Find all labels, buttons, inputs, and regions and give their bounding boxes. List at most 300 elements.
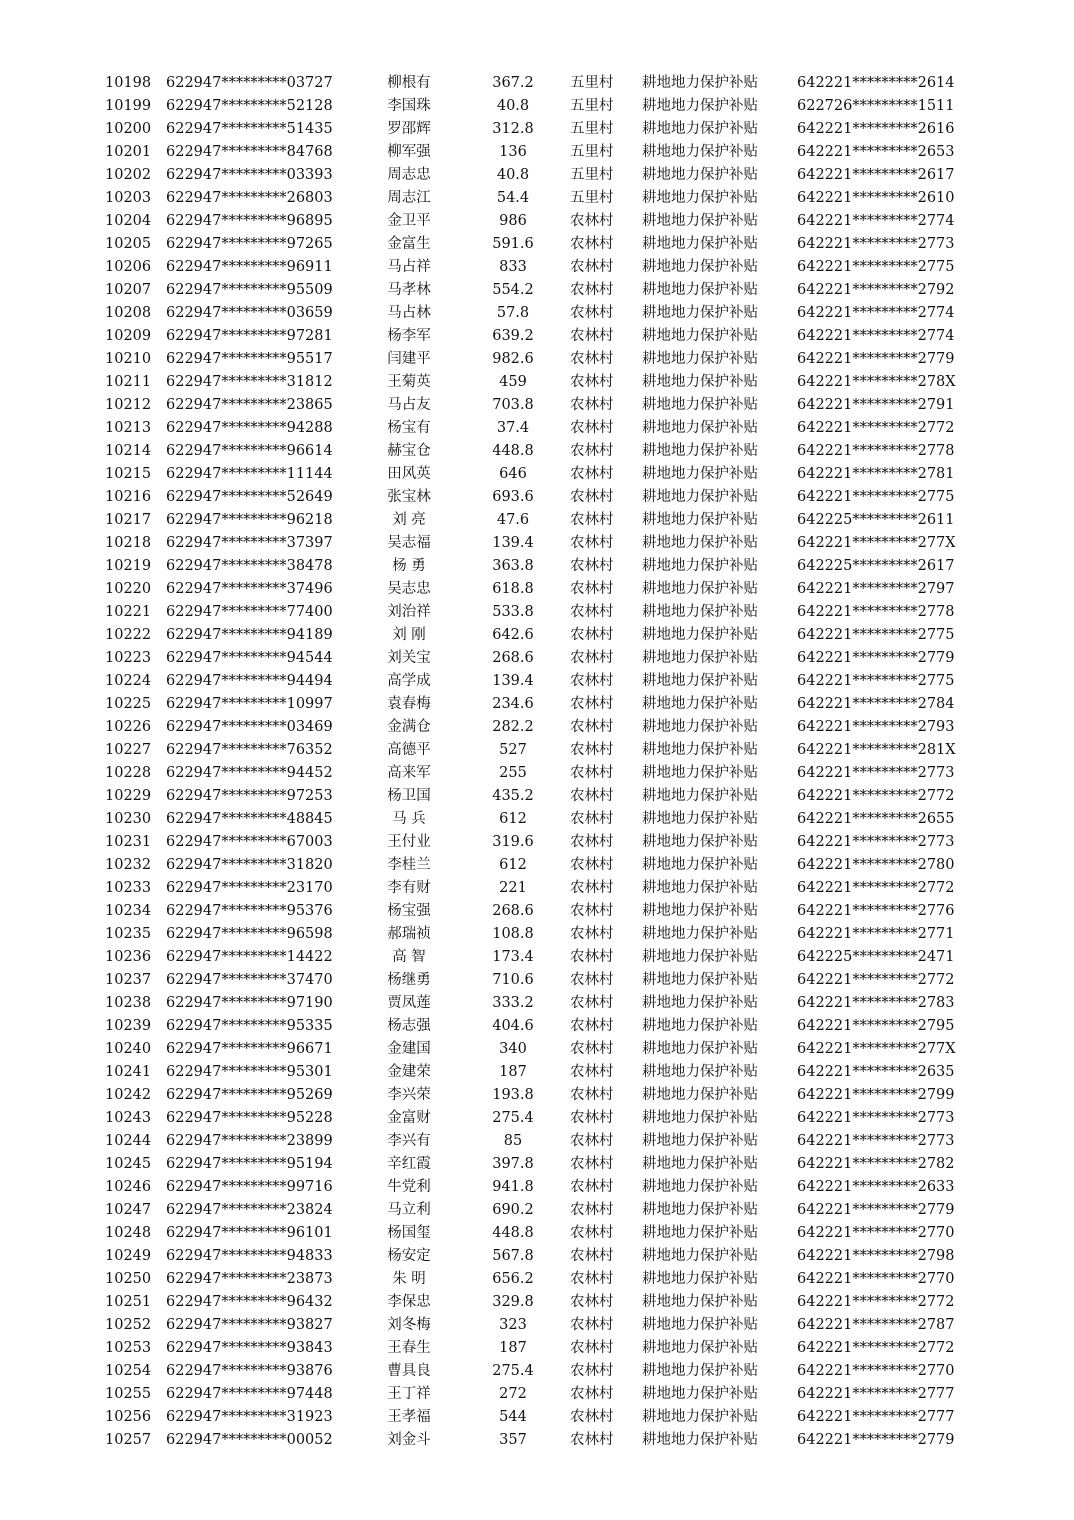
account-number-cell: 622947*********37496 [166,581,333,597]
village-cell: 农林村 [570,926,614,942]
amount-cell: 108.8 [492,926,534,942]
account-number-cell: 622947*********96432 [166,1294,333,1310]
table-row [0,417,1074,440]
serial-number-cell: 10202 [105,167,152,183]
subsidy-type-cell: 耕地地力保护补贴 [642,673,758,689]
subsidy-type-cell: 耕地地力保护补贴 [642,1294,758,1310]
table-row [0,440,1074,463]
account-number-cell: 622947*********93843 [166,1340,333,1356]
recipient-name-cell: 高学成 [387,673,431,689]
village-cell: 农林村 [570,811,614,827]
account-number-cell: 622947*********84768 [166,144,333,160]
subsidy-type-cell: 耕地地力保护补贴 [642,282,758,298]
recipient-name-cell: 柳军强 [387,144,431,160]
amount-cell: 435.2 [492,788,534,804]
subsidy-type-cell: 耕地地力保护补贴 [642,834,758,850]
recipient-name-cell: 周志江 [387,190,431,206]
id-number-cell: 642221*********2775 [797,489,955,505]
id-number-cell: 642221*********2616 [797,121,955,137]
table-row [0,1153,1074,1176]
account-number-cell: 622947*********10997 [166,696,333,712]
subsidy-type-cell: 耕地地力保护补贴 [642,1202,758,1218]
table-row [0,1015,1074,1038]
amount-cell: 255 [499,765,527,781]
account-number-cell: 622947*********03469 [166,719,333,735]
village-cell: 农林村 [570,1409,614,1425]
village-cell: 农林村 [570,512,614,528]
amount-cell: 544 [499,1409,527,1425]
account-number-cell: 622947*********23873 [166,1271,333,1287]
account-number-cell: 622947*********95228 [166,1110,333,1126]
recipient-name-cell: 金满仓 [387,719,431,735]
account-number-cell: 622947*********95509 [166,282,333,298]
village-cell: 农林村 [570,1133,614,1149]
table-row [0,1199,1074,1222]
serial-number-cell: 10198 [105,75,152,91]
recipient-name-cell: 高德平 [387,742,431,758]
amount-cell: 57.8 [496,305,530,321]
recipient-name-cell: 郝瑞祯 [387,926,431,942]
serial-number-cell: 10237 [105,972,152,988]
village-cell: 农林村 [570,397,614,413]
amount-cell: 367.2 [492,75,534,91]
id-number-cell: 642221*********2635 [797,1064,955,1080]
account-number-cell: 622947*********95517 [166,351,333,367]
amount-cell: 268.6 [492,650,534,666]
village-cell: 农林村 [570,1064,614,1080]
account-number-cell: 622947*********96218 [166,512,333,528]
account-number-cell: 622947*********97190 [166,995,333,1011]
amount-cell: 567.8 [492,1248,534,1264]
recipient-name-cell: 王丁祥 [387,1386,431,1402]
village-cell: 农林村 [570,719,614,735]
amount-cell: 404.6 [492,1018,534,1034]
village-cell: 农林村 [570,535,614,551]
serial-number-cell: 10243 [105,1110,152,1126]
id-number-cell: 642221*********2782 [797,1156,955,1172]
account-number-cell: 622947*********96671 [166,1041,333,1057]
subsidy-type-cell: 耕地地力保护补贴 [642,351,758,367]
serial-number-cell: 10235 [105,926,152,942]
table-row [0,302,1074,325]
subsidy-type-cell: 耕地地力保护补贴 [642,742,758,758]
recipient-name-cell: 辛红霞 [387,1156,431,1172]
table-row [0,1130,1074,1153]
subsidy-type-cell: 耕地地力保护补贴 [642,1432,758,1448]
subsidy-type-cell: 耕地地力保护补贴 [642,1363,758,1379]
table-row [0,601,1074,624]
id-number-cell: 642221*********2772 [797,788,955,804]
account-number-cell: 622947*********95194 [166,1156,333,1172]
amount-cell: 703.8 [492,397,534,413]
subsidy-type-cell: 耕地地力保护补贴 [642,972,758,988]
village-cell: 农林村 [570,1110,614,1126]
account-number-cell: 622947*********94288 [166,420,333,436]
amount-cell: 710.6 [492,972,534,988]
account-number-cell: 622947*********37470 [166,972,333,988]
recipient-name-cell: 马立利 [387,1202,431,1218]
account-number-cell: 622947*********31923 [166,1409,333,1425]
village-cell: 农林村 [570,627,614,643]
account-number-cell: 622947*********97265 [166,236,333,252]
serial-number-cell: 10211 [105,374,152,390]
amount-cell: 363.8 [492,558,534,574]
amount-cell: 47.6 [496,512,530,528]
recipient-name-cell: 刘关宝 [387,650,431,666]
serial-number-cell: 10218 [105,535,152,551]
account-number-cell: 622947*********76352 [166,742,333,758]
account-number-cell: 622947*********03727 [166,75,333,91]
recipient-name-cell: 柳根有 [387,75,431,91]
table-row [0,371,1074,394]
table-row [0,670,1074,693]
account-number-cell: 622947*********96101 [166,1225,333,1241]
account-number-cell: 622947*********11144 [166,466,333,482]
account-number-cell: 622947*********94833 [166,1248,333,1264]
recipient-name-cell: 王付业 [387,834,431,850]
village-cell: 农林村 [570,857,614,873]
subsidy-type-cell: 耕地地力保护补贴 [642,696,758,712]
village-cell: 农林村 [570,1156,614,1172]
amount-cell: 357 [499,1432,527,1448]
amount-cell: 187 [499,1064,527,1080]
recipient-name-cell: 刘冬梅 [387,1317,431,1333]
recipient-name-cell: 田风英 [387,466,431,482]
id-number-cell: 642221*********2777 [797,1386,955,1402]
table-row [0,992,1074,1015]
id-number-cell: 642221*********2773 [797,765,955,781]
village-cell: 五里村 [570,121,614,137]
recipient-name-cell: 曹具良 [387,1363,431,1379]
id-number-cell: 642221*********2779 [797,1432,955,1448]
recipient-name-cell: 金建荣 [387,1064,431,1080]
id-number-cell: 642221*********2775 [797,259,955,275]
village-cell: 农林村 [570,834,614,850]
recipient-name-cell: 高来军 [387,765,431,781]
id-number-cell: 642221*********2779 [797,351,955,367]
subsidy-type-cell: 耕地地力保护补贴 [642,926,758,942]
serial-number-cell: 10205 [105,236,152,252]
serial-number-cell: 10199 [105,98,152,114]
table-row [0,900,1074,923]
account-number-cell: 622947*********96614 [166,443,333,459]
recipient-name-cell: 李桂兰 [387,857,431,873]
amount-cell: 986 [499,213,527,229]
serial-number-cell: 10224 [105,673,152,689]
account-number-cell: 622947*********23170 [166,880,333,896]
village-cell: 农林村 [570,1018,614,1034]
id-number-cell: 642221*********2772 [797,1340,955,1356]
subsidy-type-cell: 耕地地力保护补贴 [642,1179,758,1195]
subsidy-type-cell: 耕地地力保护补贴 [642,374,758,390]
id-number-cell: 642221*********2773 [797,834,955,850]
village-cell: 农林村 [570,259,614,275]
account-number-cell: 622947*********38478 [166,558,333,574]
subsidy-type-cell: 耕地地力保护补贴 [642,788,758,804]
serial-number-cell: 10204 [105,213,152,229]
serial-number-cell: 10212 [105,397,152,413]
recipient-name-cell: 袁春梅 [387,696,431,712]
id-number-cell: 642221*********2770 [797,1363,955,1379]
recipient-name-cell: 赫宝仓 [387,443,431,459]
table-row [0,716,1074,739]
recipient-name-cell: 闫建平 [387,351,431,367]
account-number-cell: 622947*********23899 [166,1133,333,1149]
village-cell: 农林村 [570,604,614,620]
table-row [0,95,1074,118]
serial-number-cell: 10219 [105,558,152,574]
serial-number-cell: 10236 [105,949,152,965]
account-number-cell: 622947*********95376 [166,903,333,919]
account-number-cell: 622947*********93876 [166,1363,333,1379]
table-row [0,1337,1074,1360]
table-row [0,647,1074,670]
village-cell: 农林村 [570,1271,614,1287]
subsidy-type-cell: 耕地地力保护补贴 [642,1041,758,1057]
amount-cell: 612 [499,811,527,827]
table-row [0,1038,1074,1061]
serial-number-cell: 10252 [105,1317,152,1333]
serial-number-cell: 10255 [105,1386,152,1402]
subsidy-type-cell: 耕地地力保护补贴 [642,650,758,666]
amount-cell: 319.6 [492,834,534,850]
serial-number-cell: 10234 [105,903,152,919]
village-cell: 农林村 [570,489,614,505]
recipient-name-cell: 马占林 [387,305,431,321]
table-row [0,187,1074,210]
account-number-cell: 622947*********97281 [166,328,333,344]
table-row [0,509,1074,532]
id-number-cell: 642221*********2772 [797,880,955,896]
table-row [0,1107,1074,1130]
account-number-cell: 622947*********67003 [166,834,333,850]
account-number-cell: 622947*********93827 [166,1317,333,1333]
village-cell: 农林村 [570,696,614,712]
table-row [0,877,1074,900]
village-cell: 农林村 [570,374,614,390]
table-row [0,1314,1074,1337]
recipient-name-cell: 吴志忠 [387,581,431,597]
amount-cell: 275.4 [492,1110,534,1126]
id-number-cell: 642221*********2770 [797,1225,955,1241]
subsidy-type-cell: 耕地地力保护补贴 [642,443,758,459]
amount-cell: 333.2 [492,995,534,1011]
subsidy-type-cell: 耕地地力保护补贴 [642,1110,758,1126]
id-number-cell: 642221*********2775 [797,627,955,643]
amount-cell: 340 [499,1041,527,1057]
table-row [0,739,1074,762]
table-row [0,348,1074,371]
subsidy-type-cell: 耕地地力保护补贴 [642,811,758,827]
amount-cell: 646 [499,466,527,482]
amount-cell: 136 [499,144,527,160]
id-number-cell: 642221*********2784 [797,696,955,712]
amount-cell: 533.8 [492,604,534,620]
recipient-name-cell: 刘 亮 [392,512,426,528]
village-cell: 农林村 [570,1202,614,1218]
subsidy-type-cell: 耕地地力保护补贴 [642,167,758,183]
table-row [0,1383,1074,1406]
table-row [0,946,1074,969]
recipient-name-cell: 王孝福 [387,1409,431,1425]
table-row [0,1406,1074,1429]
amount-cell: 275.4 [492,1363,534,1379]
subsidy-type-cell: 耕地地力保护补贴 [642,1133,758,1149]
village-cell: 农林村 [570,1386,614,1402]
subsidy-type-cell: 耕地地力保护补贴 [642,1386,758,1402]
serial-number-cell: 10222 [105,627,152,643]
serial-number-cell: 10200 [105,121,152,137]
village-cell: 农林村 [570,1432,614,1448]
amount-cell: 448.8 [492,1225,534,1241]
subsidy-type-cell: 耕地地力保护补贴 [642,144,758,160]
account-number-cell: 622947*********95335 [166,1018,333,1034]
village-cell: 农林村 [570,443,614,459]
account-number-cell: 622947*********96895 [166,213,333,229]
subsidy-type-cell: 耕地地力保护补贴 [642,489,758,505]
amount-cell: 329.8 [492,1294,534,1310]
amount-cell: 323 [499,1317,527,1333]
recipient-name-cell: 杨李军 [387,328,431,344]
village-cell: 农林村 [570,880,614,896]
serial-number-cell: 10256 [105,1409,152,1425]
id-number-cell: 642221*********2791 [797,397,955,413]
village-cell: 农林村 [570,949,614,965]
account-number-cell: 622947*********94452 [166,765,333,781]
id-number-cell: 642221*********2653 [797,144,955,160]
village-cell: 农林村 [570,328,614,344]
serial-number-cell: 10228 [105,765,152,781]
table-row [0,578,1074,601]
subsidy-type-cell: 耕地地力保护补贴 [642,719,758,735]
amount-cell: 193.8 [492,1087,534,1103]
account-number-cell: 622947*********00052 [166,1432,333,1448]
account-number-cell: 622947*********95269 [166,1087,333,1103]
table-row [0,463,1074,486]
subsidy-type-cell: 耕地地力保护补贴 [642,1087,758,1103]
subsidy-type-cell: 耕地地力保护补贴 [642,397,758,413]
serial-number-cell: 10216 [105,489,152,505]
amount-cell: 833 [499,259,527,275]
village-cell: 农林村 [570,788,614,804]
id-number-cell: 642221*********2773 [797,236,955,252]
subsidy-type-cell: 耕地地力保护补贴 [642,581,758,597]
village-cell: 五里村 [570,167,614,183]
recipient-name-cell: 杨志强 [387,1018,431,1034]
serial-number-cell: 10257 [105,1432,152,1448]
serial-number-cell: 10239 [105,1018,152,1034]
id-number-cell: 642221*********2780 [797,857,955,873]
recipient-name-cell: 杨安定 [387,1248,431,1264]
account-number-cell: 622947*********95301 [166,1064,333,1080]
amount-cell: 234.6 [492,696,534,712]
recipient-name-cell: 金卫平 [387,213,431,229]
recipient-name-cell: 李兴有 [387,1133,431,1149]
table-row [0,210,1074,233]
id-number-cell: 642221*********277X [797,535,956,551]
table-row [0,256,1074,279]
recipient-name-cell: 李保忠 [387,1294,431,1310]
amount-cell: 448.8 [492,443,534,459]
table-row [0,1084,1074,1107]
village-cell: 农林村 [570,1317,614,1333]
subsidy-type-cell: 耕地地力保护补贴 [642,305,758,321]
village-cell: 农林村 [570,972,614,988]
serial-number-cell: 10201 [105,144,152,160]
account-number-cell: 622947*********96598 [166,926,333,942]
table-row [0,1222,1074,1245]
serial-number-cell: 10217 [105,512,152,528]
account-number-cell: 622947*********26803 [166,190,333,206]
table-row [0,555,1074,578]
serial-number-cell: 10230 [105,811,152,827]
table-row [0,164,1074,187]
id-number-cell: 642221*********2793 [797,719,955,735]
table-row [0,1061,1074,1084]
subsidy-type-cell: 耕地地力保护补贴 [642,995,758,1011]
table-row [0,486,1074,509]
amount-cell: 642.6 [492,627,534,643]
serial-number-cell: 10242 [105,1087,152,1103]
village-cell: 农林村 [570,1179,614,1195]
recipient-name-cell: 朱 明 [392,1271,426,1287]
village-cell: 五里村 [570,75,614,91]
subsidy-type-cell: 耕地地力保护补贴 [642,1340,758,1356]
recipient-name-cell: 李有财 [387,880,431,896]
id-number-cell: 642221*********2779 [797,650,955,666]
serial-number-cell: 10246 [105,1179,152,1195]
recipient-name-cell: 张宝林 [387,489,431,505]
id-number-cell: 642221*********2783 [797,995,955,1011]
account-number-cell: 622947*********94189 [166,627,333,643]
table-row [0,1245,1074,1268]
village-cell: 农林村 [570,305,614,321]
village-cell: 农林村 [570,466,614,482]
recipient-name-cell: 李国珠 [387,98,431,114]
id-number-cell: 642221*********2795 [797,1018,955,1034]
id-number-cell: 642221*********2798 [797,1248,955,1264]
amount-cell: 173.4 [492,949,534,965]
table-row [0,532,1074,555]
id-number-cell: 642221*********2633 [797,1179,955,1195]
subsidy-type-cell: 耕地地力保护补贴 [642,259,758,275]
amount-cell: 54.4 [496,190,530,206]
id-number-cell: 642221*********2797 [797,581,955,597]
subsidy-type-cell: 耕地地力保护补贴 [642,1225,758,1241]
village-cell: 农林村 [570,1087,614,1103]
id-number-cell: 622726*********1511 [797,98,955,114]
id-number-cell: 642221*********2775 [797,673,955,689]
account-number-cell: 622947*********31812 [166,374,333,390]
account-number-cell: 622947*********52128 [166,98,333,114]
amount-cell: 312.8 [492,121,534,137]
village-cell: 农林村 [570,282,614,298]
recipient-name-cell: 杨国玺 [387,1225,431,1241]
table-row [0,923,1074,946]
recipient-name-cell: 周志忠 [387,167,431,183]
subsidy-type-cell: 耕地地力保护补贴 [642,1409,758,1425]
amount-cell: 139.4 [492,673,534,689]
id-number-cell: 642221*********2770 [797,1271,955,1287]
recipient-name-cell: 马占祥 [387,259,431,275]
amount-cell: 85 [503,1133,523,1149]
serial-number-cell: 10233 [105,880,152,896]
subsidy-type-cell: 耕地地力保护补贴 [642,213,758,229]
subsidy-type-cell: 耕地地力保护补贴 [642,236,758,252]
table-row [0,1360,1074,1383]
subsidy-type-cell: 耕地地力保护补贴 [642,903,758,919]
recipient-name-cell: 金建国 [387,1041,431,1057]
